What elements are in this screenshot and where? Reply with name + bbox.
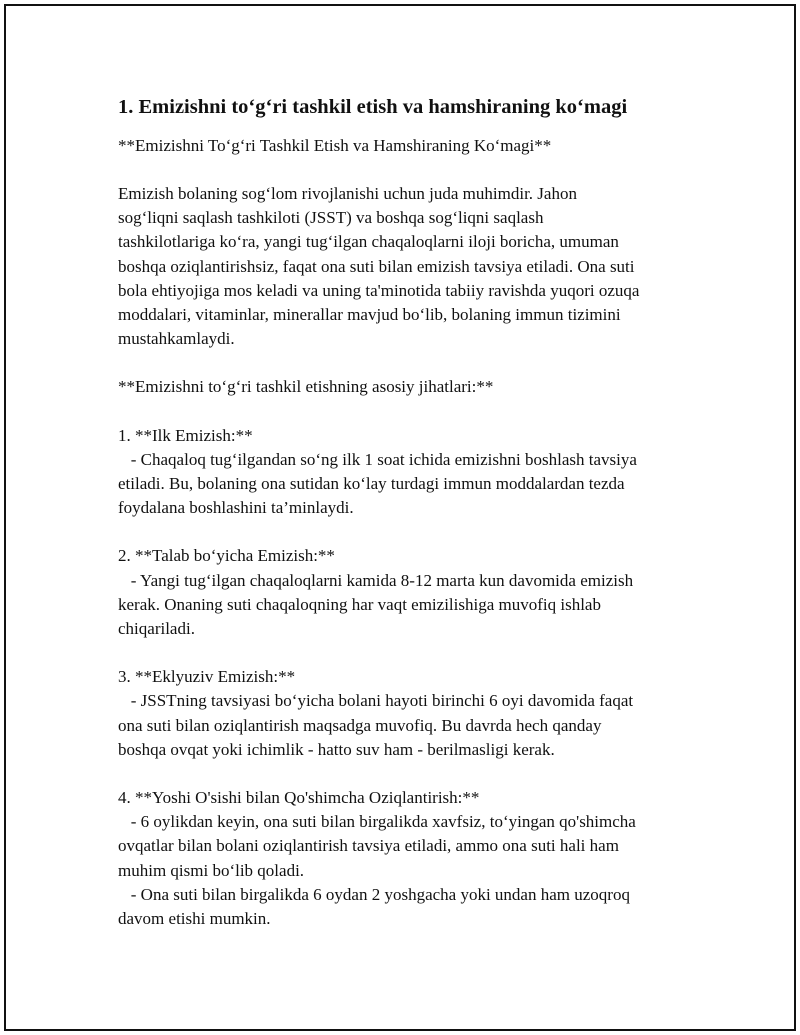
intro-line: Emizish bolaning sog‘lom rivojlanishi uchun juda muhimdir. Jahon bbox=[118, 184, 577, 203]
aspects-heading: **Emizishni to‘g‘ri tashkil etishning asosiy jihatlari:** bbox=[118, 377, 494, 397]
list-item-2 bbox=[118, 544, 698, 641]
list-item-line: - JSSTning tavsiyasi bo‘yicha bolani hayoti birinchi 6 oyi davomida faqat bbox=[118, 691, 634, 711]
list-item-heading: 1. **Ilk Emizish:** bbox=[118, 425, 253, 445]
intro-line: tashkilotlariga ko‘ra, yangi tug‘ilgan chaqaloqlarni iloji boricha, umuman bbox=[118, 232, 619, 252]
list-item-line: chiqariladi. bbox=[118, 619, 195, 639]
list-item-4 bbox=[118, 786, 698, 931]
list-item-line: foydalana boshlashini ta’minlaydi. bbox=[118, 498, 354, 518]
list-item-line: - 6 oylikdan keyin, ona suti bilan birgalikda xavfsiz, to‘yingan qo'shimcha bbox=[118, 812, 636, 832]
list-item-heading: 2. **Talab bo‘yicha Emizish:** bbox=[118, 546, 335, 566]
document-subtitle: **Emizishni To‘g‘ri Tashkil Etish va Hamshiraning Ko‘magi** bbox=[118, 136, 552, 155]
intro-line: mustahkamlaydi. bbox=[118, 329, 235, 349]
list-item-line: boshqa ovqat yoki ichimlik - hatto suv ham - berilmasligi kerak. bbox=[118, 739, 555, 759]
list-item-heading: 3. **Eklyuziv Emizish:** bbox=[118, 667, 296, 687]
document-body bbox=[118, 92, 698, 931]
list-item-line: muhim qismi bo‘lib qoladi. bbox=[118, 860, 305, 880]
list-item-line: kerak. Onaning suti chaqaloqning har vaqt emizilishiga muvofiq ishlab bbox=[118, 594, 601, 614]
list-item-line: - Chaqaloq tug‘ilgandan so‘ng ilk 1 soat ichida emizishni boshlash tavsiya bbox=[118, 449, 637, 469]
list-item-line: davom etishi mumkin. bbox=[118, 909, 271, 929]
list-item-line: - Yangi tug‘ilgan chaqaloqlarni kamida 8-12 marta kun davomida emizish bbox=[118, 570, 634, 590]
list-item-line: ovqatlar bilan bolani oziqlantirish tavsiya etiladi, ammo ona suti hali ham bbox=[118, 836, 619, 856]
list-item-line: ona suti bilan oziqlantirish maqsadga muvofiq. Bu davrda hech qanday bbox=[118, 715, 602, 735]
list-item-1 bbox=[118, 424, 698, 521]
document-title: 1. Emizishni to‘g‘ri tashkil etish va hamshiraning ko‘magi bbox=[118, 96, 628, 118]
intro-paragraph bbox=[118, 182, 698, 351]
aspects-heading-block bbox=[118, 375, 698, 399]
list-item-heading: 4. **Yoshi O'sishi bilan Qo'shimcha Oziqlantirish:** bbox=[118, 788, 480, 808]
intro-line: bola ehtiyojiga mos keladi va uning ta'minotida tabiiy ravishda yuqori ozuqa bbox=[118, 280, 640, 300]
list-item-line: - Ona suti bilan birgalikda 6 oydan 2 yoshgacha yoki undan ham uzoqroq bbox=[118, 884, 630, 904]
intro-line: boshqa oziqlantirishsiz, faqat ona suti bilan emizish tavsiya etiladi. Ona suti bbox=[118, 256, 635, 276]
list-item-3 bbox=[118, 665, 698, 762]
list-item-line: etiladi. Bu, bolaning ona sutidan ko‘lay turdagi immun moddalardan tezda bbox=[118, 474, 625, 494]
intro-line: moddalari, vitaminlar, minerallar mavjud bo‘lib, bolaning immun tizimini bbox=[118, 305, 621, 325]
intro-line: sog‘liqni saqlash tashkiloti (JSST) va boshqa sog‘liqni saqlash bbox=[118, 208, 544, 228]
